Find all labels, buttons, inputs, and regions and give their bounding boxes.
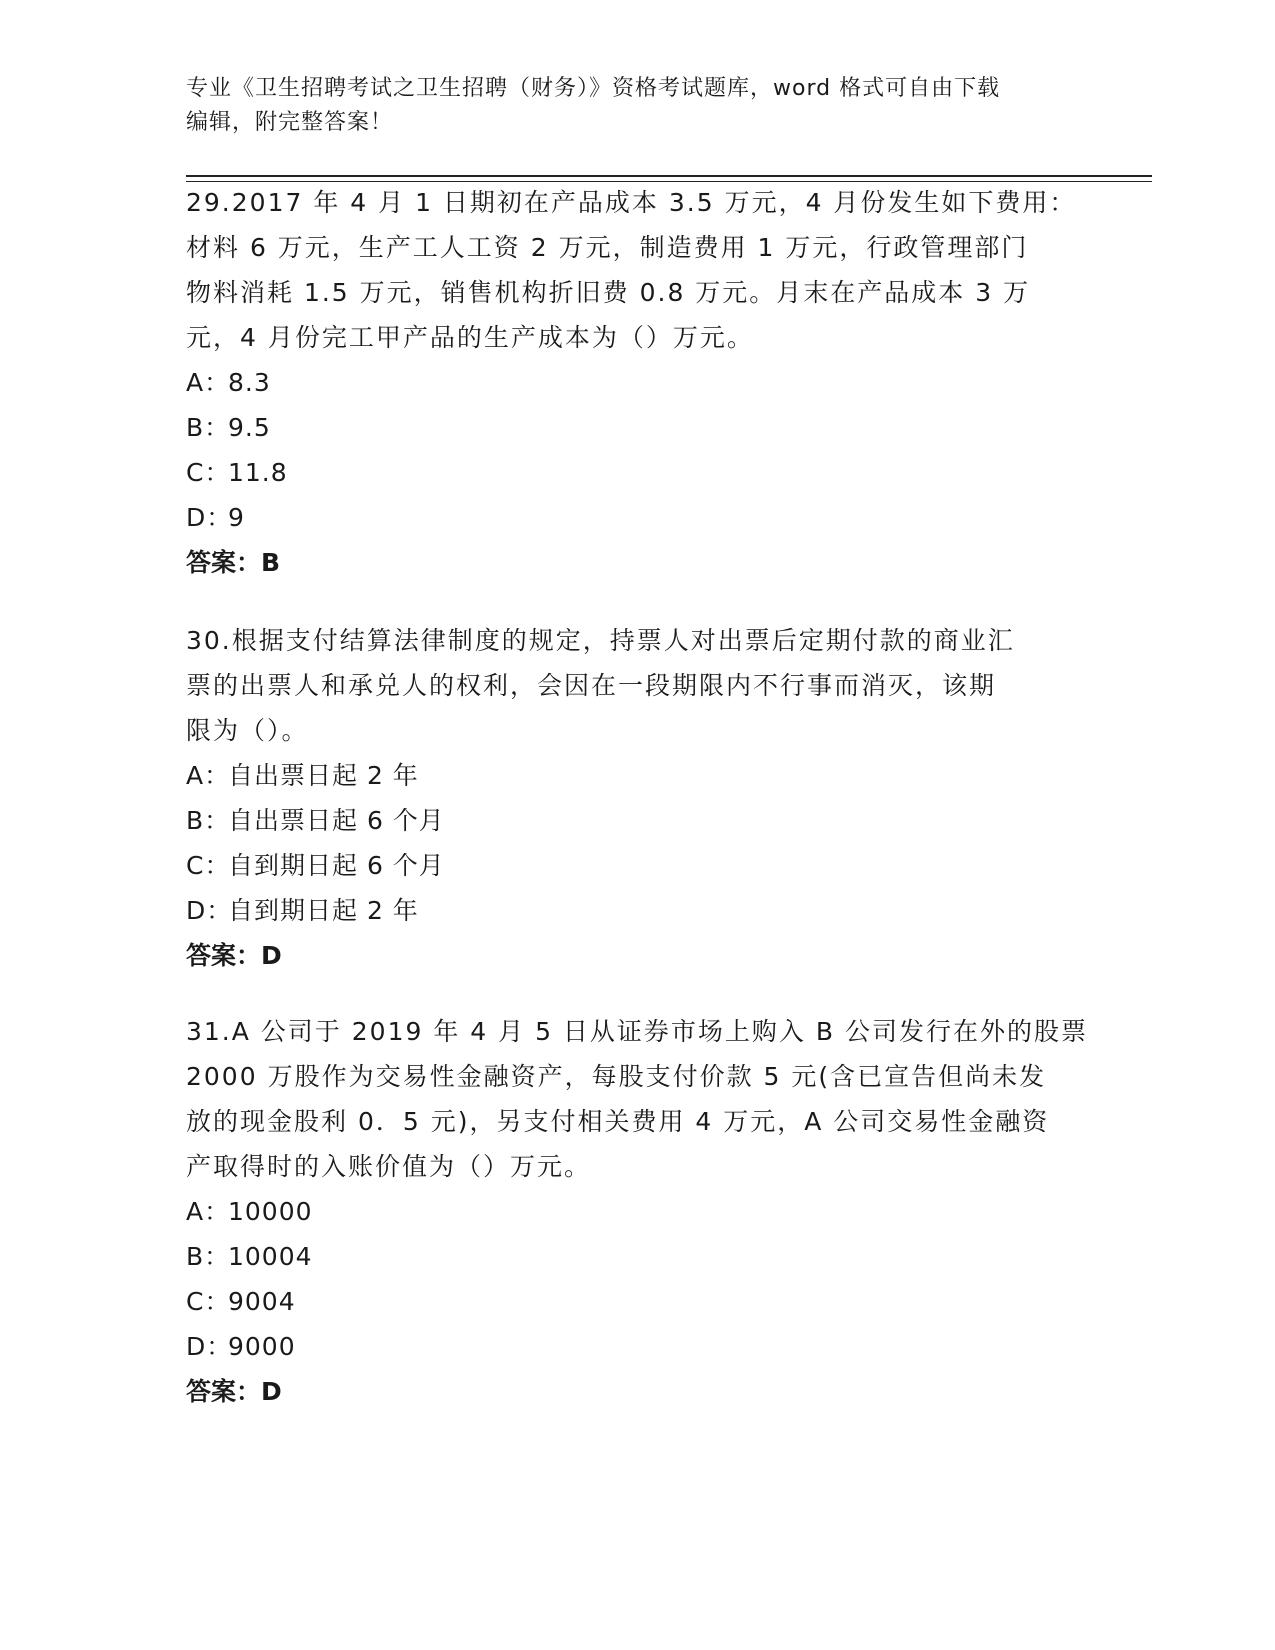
- option-text: 11.8: [228, 458, 288, 487]
- header-line-1: 专业《卫生招聘考试之卫生招聘（财务）》资格考试题库，word 格式可自由下载: [186, 76, 1001, 101]
- document-header: [186, 72, 1086, 140]
- question-text-line: 票的出票人和承兑人的权利，会因在一段期限内不行事而消灭，该期: [186, 671, 997, 700]
- question-30: [186, 618, 1106, 978]
- header-divider-thick: [186, 175, 1152, 177]
- option-a: [186, 753, 1106, 798]
- option-d: [186, 495, 1106, 540]
- option-text: 9000: [228, 1332, 296, 1361]
- option-c: [186, 843, 1106, 888]
- option-key: D：: [186, 1332, 233, 1361]
- option-b: [186, 798, 1106, 843]
- option-a: [186, 1189, 1106, 1234]
- question-text-line: 31.A 公司于 2019 年 4 月 5 日从证券市场上购入 B 公司发行在外的股票: [186, 1017, 1088, 1046]
- answer-label: 答案：B: [186, 548, 281, 577]
- option-text: 9.5: [228, 413, 271, 442]
- option-key: B：: [186, 806, 231, 835]
- option-text: 自到期日起 6 个月: [228, 851, 445, 880]
- question-text-line: 30.根据支付结算法律制度的规定，持票人对出票后定期付款的商业汇: [186, 626, 1015, 655]
- option-key: A：: [186, 1197, 231, 1226]
- option-key: B：: [186, 413, 231, 442]
- answer-label: 答案：D: [186, 941, 282, 970]
- question-31: [186, 1009, 1106, 1414]
- option-c: [186, 1279, 1106, 1324]
- question-text-line: 材料 6 万元，生产工人工资 2 万元，制造费用 1 万元，行政管理部门: [186, 233, 1029, 262]
- option-text: 自出票日起 2 年: [228, 761, 419, 790]
- option-key: D：: [186, 896, 233, 925]
- option-key: A：: [186, 761, 231, 790]
- answer-label: 答案：D: [186, 1377, 282, 1406]
- option-text: 10000: [228, 1197, 313, 1226]
- option-a: [186, 360, 1106, 405]
- question-29: [186, 180, 1106, 585]
- option-key: C：: [186, 851, 231, 880]
- question-text-line: 29.2017 年 4 月 1 日期初在产品成本 3.5 万元，4 月份发生如下费用：: [186, 188, 1077, 217]
- option-d: [186, 888, 1106, 933]
- question-text-line: 2000 万股作为交易性金融资产，每股支付价款 5 元(含已宣告但尚未发: [186, 1062, 1047, 1091]
- option-b: [186, 405, 1106, 450]
- option-text: 10004: [228, 1242, 313, 1271]
- option-key: D：: [186, 503, 233, 532]
- option-key: C：: [186, 1287, 231, 1316]
- option-key: C：: [186, 458, 231, 487]
- question-text-line: 放的现金股利 0．5 元)，另支付相关费用 4 万元，A 公司交易性金融资: [186, 1107, 1050, 1136]
- question-text-line: 元，4 月份完工甲产品的生产成本为（）万元。: [186, 323, 754, 352]
- option-text: 9004: [228, 1287, 296, 1316]
- header-line-2: 编辑，附完整答案！: [186, 110, 394, 135]
- option-text: 8.3: [228, 368, 271, 397]
- question-text-line: 物料消耗 1.5 万元，销售机构折旧费 0.8 万元。月末在产品成本 3 万: [186, 278, 1031, 307]
- option-d: [186, 1324, 1106, 1369]
- option-text: 自出票日起 6 个月: [228, 806, 445, 835]
- option-c: [186, 450, 1106, 495]
- question-text-line: 产取得时的入账价值为（）万元。: [186, 1152, 592, 1181]
- question-text-line: 限为（）。: [186, 716, 309, 745]
- option-key: B：: [186, 1242, 231, 1271]
- option-key: A：: [186, 368, 231, 397]
- option-text: 自到期日起 2 年: [228, 896, 419, 925]
- option-b: [186, 1234, 1106, 1279]
- option-text: 9: [228, 503, 245, 532]
